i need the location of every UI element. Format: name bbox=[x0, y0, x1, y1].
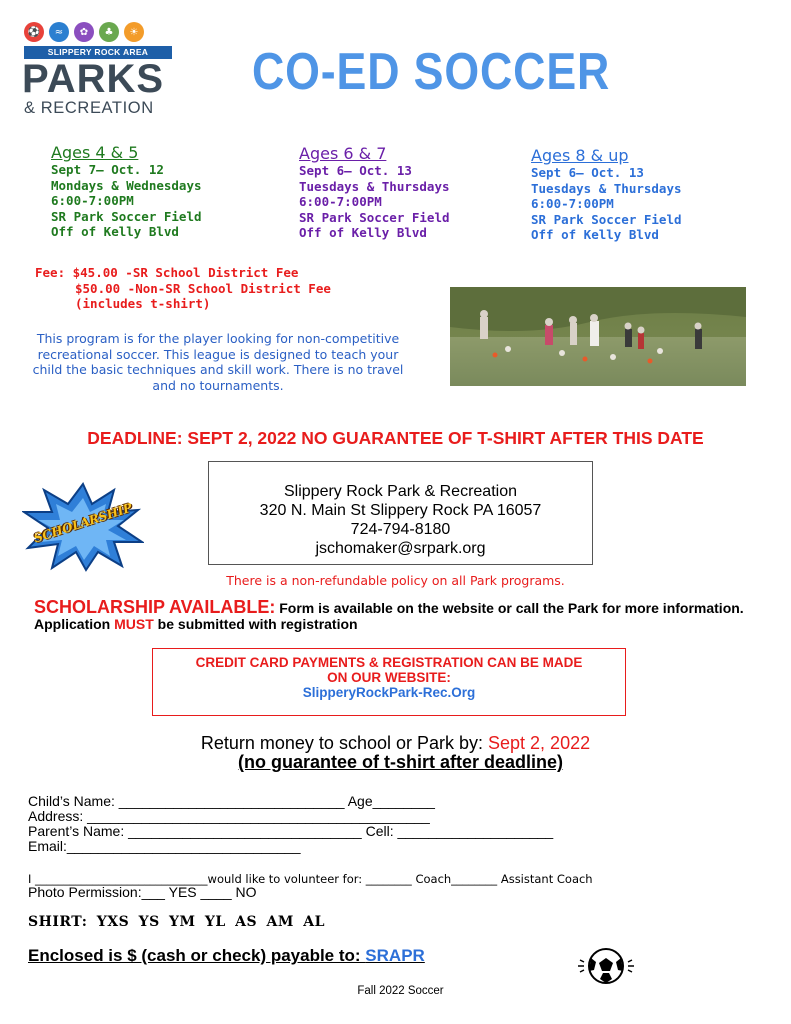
schedule-time: 6:00-7:00PM bbox=[51, 193, 134, 208]
schedule-location: SR Park Soccer Field bbox=[299, 209, 450, 225]
schedule-dates: Sept 6– Oct. 13 bbox=[299, 163, 412, 178]
swim-icon: ≈ bbox=[49, 22, 69, 42]
schedule-dates: Sept 7— Oct. 12 bbox=[51, 162, 164, 177]
credit-card-line1: CREDIT CARD PAYMENTS & REGISTRATION CAN BE MADE bbox=[195, 655, 583, 670]
tree-icon: ♣ bbox=[99, 22, 119, 42]
program-description: This program is for the player looking for non-competitive recreational soccer. This league is designed to teach your child the basic techniques and skill work. There is no travel and no tournaments. bbox=[32, 331, 404, 393]
credit-card-box bbox=[152, 648, 626, 716]
payment-text: Enclosed is $ (cash or check) payable to: bbox=[28, 946, 366, 965]
credit-card-line2: ON OUR WEBSITE: bbox=[327, 670, 451, 685]
return-text: Return money to school or Park by: bbox=[200, 733, 489, 753]
schedule-days: Mondays & Wednesdays bbox=[51, 177, 202, 193]
schedule-location-detail: Off of Kelly Blvd bbox=[299, 225, 427, 240]
age-group-heading: Ages 4 & 5 bbox=[51, 143, 139, 162]
photo-permission-field[interactable]: Photo Permission:___ YES ____ NO bbox=[28, 884, 257, 900]
payee: SRAPR bbox=[365, 946, 425, 965]
scholarship-text-end: be submitted with registration bbox=[153, 616, 358, 632]
logo-banner: SLIPPERY ROCK AREA bbox=[24, 46, 172, 59]
sun-icon: ☀ bbox=[124, 22, 144, 42]
shirt-sizes: SHIRT: YXS YS YM YL AS AM AL bbox=[28, 914, 325, 930]
fee-note: (includes t-shirt) bbox=[75, 296, 211, 311]
fee-non-sr: $50.00 -Non-SR School District Fee bbox=[75, 280, 331, 296]
email-field[interactable]: Email:______________________________ bbox=[28, 838, 301, 854]
schedule-location: SR Park Soccer Field bbox=[531, 211, 682, 227]
no-guarantee-note: (no guarantee of t-shirt after deadline) bbox=[237, 752, 564, 772]
payment-line bbox=[28, 946, 425, 966]
address-field[interactable]: Address: ____________________________________________ bbox=[28, 808, 430, 824]
schedule-time: 6:00-7:00PM bbox=[531, 196, 614, 211]
logo-parks-text: PARKS bbox=[22, 57, 165, 101]
contact-address: 320 N. Main St Slippery Rock PA 16057 bbox=[259, 502, 542, 519]
logo-icon-row bbox=[24, 22, 144, 42]
logo-recreation-text: & RECREATION bbox=[24, 99, 154, 117]
age-group-heading: Ages 6 & 7 bbox=[299, 144, 387, 163]
scholarship-badge-icon bbox=[22, 482, 144, 572]
age-group-heading: Ages 8 & up bbox=[531, 146, 629, 165]
child-name-field[interactable]: Child’s Name: _____________________________ Age________ bbox=[28, 793, 435, 809]
website-link[interactable]: SlipperyRockPark-Rec.Org bbox=[302, 685, 476, 700]
age-group-4-5 bbox=[51, 144, 202, 240]
return-money-line bbox=[0, 734, 791, 753]
schedule-days: Tuesdays & Thursdays bbox=[531, 180, 682, 196]
schedule-location-detail: Off of Kelly Blvd bbox=[531, 227, 659, 242]
sports-icon: ⚽ bbox=[24, 22, 44, 42]
page-title: CO-ED SOCCER bbox=[252, 43, 611, 101]
contact-email: jschomaker@srpark.org bbox=[315, 540, 486, 557]
fee-sr: Fee: $45.00 -SR School District Fee bbox=[35, 265, 299, 280]
schedule-time: 6:00-7:00PM bbox=[299, 194, 382, 209]
age-group-8-up bbox=[531, 147, 682, 243]
flower-icon: ✿ bbox=[74, 22, 94, 42]
deadline-banner: DEADLINE: SEPT 2, 2022 NO GUARANTEE OF T-SHIRT AFTER THIS DATE bbox=[87, 428, 704, 448]
schedule-location: SR Park Soccer Field bbox=[51, 208, 202, 224]
schedule-dates: Sept 6– Oct. 13 bbox=[531, 165, 644, 180]
scholarship-badge-text: SCHOLARSHIP bbox=[32, 500, 134, 546]
contact-phone: 724-794-8180 bbox=[350, 521, 451, 538]
schedule-location-detail: Off of Kelly Blvd bbox=[51, 224, 179, 239]
refund-policy: There is a non-refundable policy on all Park programs. bbox=[226, 573, 565, 588]
footer-text: Fall 2022 Soccer bbox=[357, 985, 444, 997]
scholarship-text: Form is available on the website or call the Park for more information. Application bbox=[34, 600, 744, 632]
age-group-6-7 bbox=[299, 145, 450, 241]
soccer-ball-icon bbox=[576, 946, 636, 986]
return-date: Sept 2, 2022 bbox=[488, 733, 591, 753]
parent-name-field[interactable]: Parent’s Name: ______________________________ Cell: ____________________ bbox=[28, 823, 554, 839]
scholarship-heading: SCHOLARSHIP AVAILABLE: bbox=[34, 597, 276, 617]
volunteer-field[interactable]: I ______________________________would like to volunteer for: ________ Coach________ Assistant Coach bbox=[28, 872, 593, 886]
schedule-days: Tuesdays & Thursdays bbox=[299, 178, 450, 194]
contact-org: Slippery Rock Park & Recreation bbox=[284, 483, 517, 500]
contact-box bbox=[208, 461, 593, 565]
scholarship-must: MUST bbox=[114, 616, 154, 632]
soccer-photo bbox=[450, 287, 746, 386]
scholarship-info bbox=[34, 599, 774, 632]
fee-block bbox=[35, 265, 331, 312]
